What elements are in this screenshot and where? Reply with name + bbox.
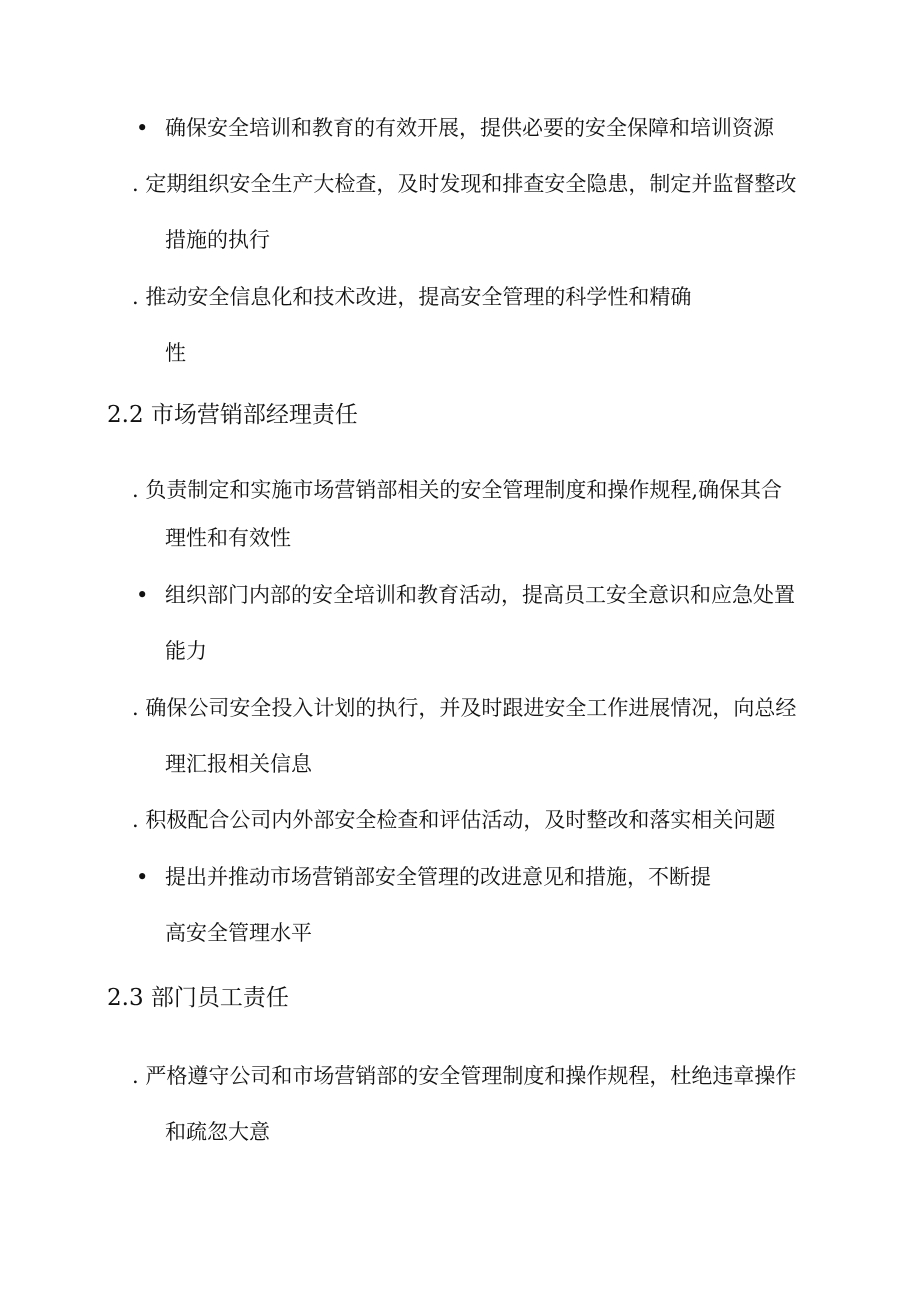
list-item-text: 定期组织安全生产大检查，及时发现和排查安全隐患，制定并监督整改 <box>145 172 797 196</box>
list-item-text: 积极配合公司内外部安全检查和评估活动，及时整改和落实相关问题 <box>145 808 776 832</box>
section-heading: 2.3 部门员工责任 <box>107 985 289 1011</box>
list-bullet: • <box>136 583 149 607</box>
list-item <box>132 1062 796 1090</box>
list-item-text: 提出并推动市场营销部安全管理的改进意见和措施，不断提 <box>165 865 711 889</box>
list-item-continuation: 措施的执行 <box>165 228 270 252</box>
list-item-continuation: 理汇报相关信息 <box>165 752 312 776</box>
list-marker: . <box>132 808 139 832</box>
section-heading: 2.2 市场营销部经理责任 <box>107 402 358 428</box>
list-marker: . <box>132 172 139 196</box>
list-item-text: 确保公司安全投入计划的执行，并及时跟进安全工作进展情况，向总经 <box>145 696 797 720</box>
list-item-continuation: 能力 <box>165 639 207 663</box>
list-item-text: 确保安全培训和教育的有效开展，提供必要的安全保障和培训资源 <box>165 116 774 140</box>
list-item <box>132 476 782 504</box>
list-marker: . <box>132 696 139 720</box>
list-item <box>132 694 796 722</box>
list-item-continuation: 理性和有效性 <box>165 526 291 550</box>
list-item <box>132 170 796 198</box>
list-bullet: • <box>136 116 149 140</box>
list-item-text: 推动安全信息化和技术改进，提高安全管理的科学性和精确 <box>145 285 692 309</box>
list-item-text: 严格遵守公司和市场营销部的安全管理制度和操作规程，杜绝违章操作 <box>145 1064 797 1088</box>
list-item-continuation: 高安全管理水平 <box>165 921 312 945</box>
list-marker: . <box>132 285 139 309</box>
list-item <box>132 283 691 311</box>
list-bullet: • <box>136 865 149 889</box>
list-item-continuation: 性 <box>165 341 186 365</box>
list-item-text: 组织部门内部的安全培训和教育活动，提高员工安全意识和应急处置 <box>165 583 795 607</box>
list-item-text: 负责制定和实施市场营销部相关的安全管理制度和操作规程,确保其合 <box>145 478 783 502</box>
list-item <box>132 806 775 834</box>
list-marker: . <box>132 1064 139 1088</box>
list-marker: . <box>132 478 139 502</box>
list-item-continuation: 和疏忽大意 <box>165 1120 270 1144</box>
